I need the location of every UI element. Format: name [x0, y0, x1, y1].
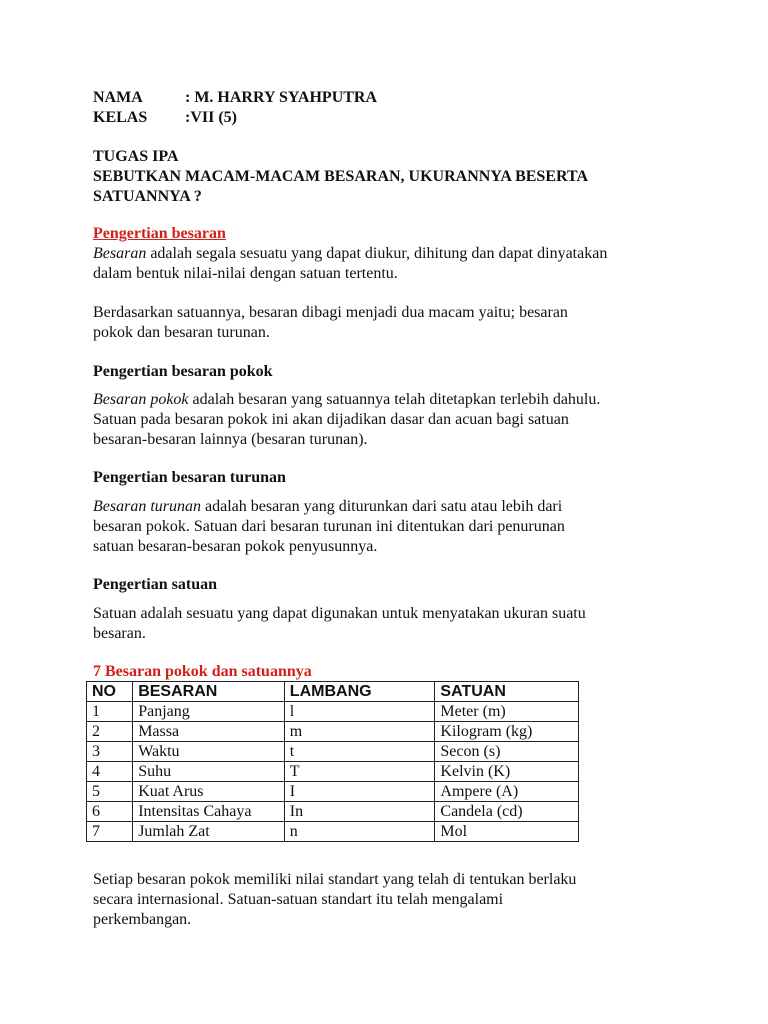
text: adalah segala sesuatu yang dapat diukur, dihitung dan dapat dinyatakan [146, 245, 608, 262]
term: Besaran turunan [93, 498, 201, 515]
cell-no: 1 [87, 702, 133, 722]
section-heading: Pengertian besaran [93, 225, 226, 242]
paragraph-line: Satuan pada besaran pokok ini akan dijadikan dasar dan acuan bagi satuan [93, 411, 569, 428]
paragraph-line: perkembangan. [93, 911, 192, 928]
paragraph-line [93, 390, 693, 410]
kelas-value: :VII (5) [185, 109, 237, 126]
table-row [87, 702, 579, 722]
paragraph-line: Satuan adalah sesuatu yang dapat digunakan untuk menyatakan ukuran suatu [93, 605, 586, 622]
section-turunan [93, 468, 693, 488]
section-besaran [93, 224, 693, 284]
paragraph-line: Berdasarkan satuannya, besaran dibagi menjadi dua macam yaitu; besaran [93, 304, 568, 321]
header-no: NO [87, 682, 133, 702]
cell-no: 3 [87, 742, 133, 762]
section-pokok [93, 362, 693, 382]
cell-satuan: Kilogram (kg) [435, 722, 579, 742]
nama-value: : M. HARRY SYAHPUTRA [185, 89, 378, 106]
section-satuan-body [93, 604, 693, 644]
table-row [87, 762, 579, 782]
cell-besaran: Massa [133, 722, 285, 742]
text: adalah besaran yang satuannya telah ditetapkan terlebih dahulu. [188, 391, 601, 408]
cell-besaran: Jumlah Zat [133, 822, 285, 842]
kelas-label: KELAS [93, 109, 148, 126]
term: Besaran pokok [93, 391, 189, 408]
paragraph-line [93, 497, 693, 517]
section-heading: Pengertian besaran turunan [93, 469, 286, 486]
cell-besaran: Suhu [133, 762, 285, 782]
paragraph-line: besaran. [93, 625, 146, 642]
paragraph-line: besaran-besaran lainnya (besaran turunan). [93, 431, 368, 448]
closing-paragraph [93, 870, 693, 930]
kelas-row [93, 108, 693, 128]
section-pokok-body [93, 390, 693, 450]
paragraph-line: Setiap besaran pokok memiliki nilai standart yang telah di tentukan berlaku [93, 871, 577, 888]
cell-satuan: Candela (cd) [435, 802, 579, 822]
nama-label: NAMA [93, 89, 143, 106]
cell-no: 2 [87, 722, 133, 742]
cell-lambang: m [284, 722, 435, 742]
cell-satuan: Ampere (A) [435, 782, 579, 802]
nama-row [93, 88, 693, 108]
units-table [86, 681, 579, 842]
cell-satuan: Secon (s) [435, 742, 579, 762]
student-info [93, 88, 693, 128]
task-question-line1: SEBUTKAN MACAM-MACAM BESARAN, UKURANNYA BESERTA [93, 168, 589, 185]
task-block [93, 147, 693, 207]
cell-lambang: T [284, 762, 435, 782]
cell-satuan: Mol [435, 822, 579, 842]
cell-lambang: In [284, 802, 435, 822]
cell-lambang: I [284, 782, 435, 802]
header-satuan: SATUAN [435, 682, 579, 702]
table-row [87, 742, 579, 762]
table-row [87, 782, 579, 802]
paragraph-line: besaran pokok. Satuan dari besaran turunan ini ditentukan dari penurunan [93, 518, 565, 535]
table-row [87, 722, 579, 742]
table-caption-block [93, 662, 693, 682]
header-lambang: LAMBANG [284, 682, 435, 702]
cell-lambang: n [284, 822, 435, 842]
cell-no: 4 [87, 762, 133, 782]
cell-lambang: t [284, 742, 435, 762]
section-satuan [93, 575, 693, 595]
table-row [87, 822, 579, 842]
text: adalah besaran yang diturunkan dari satu atau lebih dari [201, 498, 563, 515]
cell-besaran: Intensitas Cahaya [133, 802, 285, 822]
table-caption: 7 Besaran pokok dan satuannya [93, 663, 312, 680]
cell-satuan: Meter (m) [435, 702, 579, 722]
section-turunan-body [93, 497, 693, 557]
table-header-row [87, 682, 579, 702]
table-row [87, 802, 579, 822]
paragraph-line: satuan besaran-besaran pokok penyusunnya. [93, 538, 378, 555]
section-besaran-para2 [93, 303, 693, 343]
cell-besaran: Panjang [133, 702, 285, 722]
cell-satuan: Kelvin (K) [435, 762, 579, 782]
task-title: TUGAS IPA [93, 148, 179, 165]
cell-no: 6 [87, 802, 133, 822]
cell-besaran: Kuat Arus [133, 782, 285, 802]
section-heading: Pengertian besaran pokok [93, 363, 273, 380]
term: Besaran [93, 245, 147, 262]
section-heading: Pengertian satuan [93, 576, 217, 593]
cell-lambang: l [284, 702, 435, 722]
cell-no: 7 [87, 822, 133, 842]
task-question-line2: SATUANNYA ? [93, 188, 202, 205]
header-besaran: BESARAN [133, 682, 285, 702]
cell-no: 5 [87, 782, 133, 802]
paragraph-line: secara internasional. Satuan-satuan standart itu telah mengalami [93, 891, 504, 908]
cell-besaran: Waktu [133, 742, 285, 762]
paragraph-line: dalam bentuk nilai-nilai dengan satuan tertentu. [93, 265, 398, 282]
paragraph-line [93, 244, 693, 264]
paragraph-line: pokok dan besaran turunan. [93, 324, 270, 341]
